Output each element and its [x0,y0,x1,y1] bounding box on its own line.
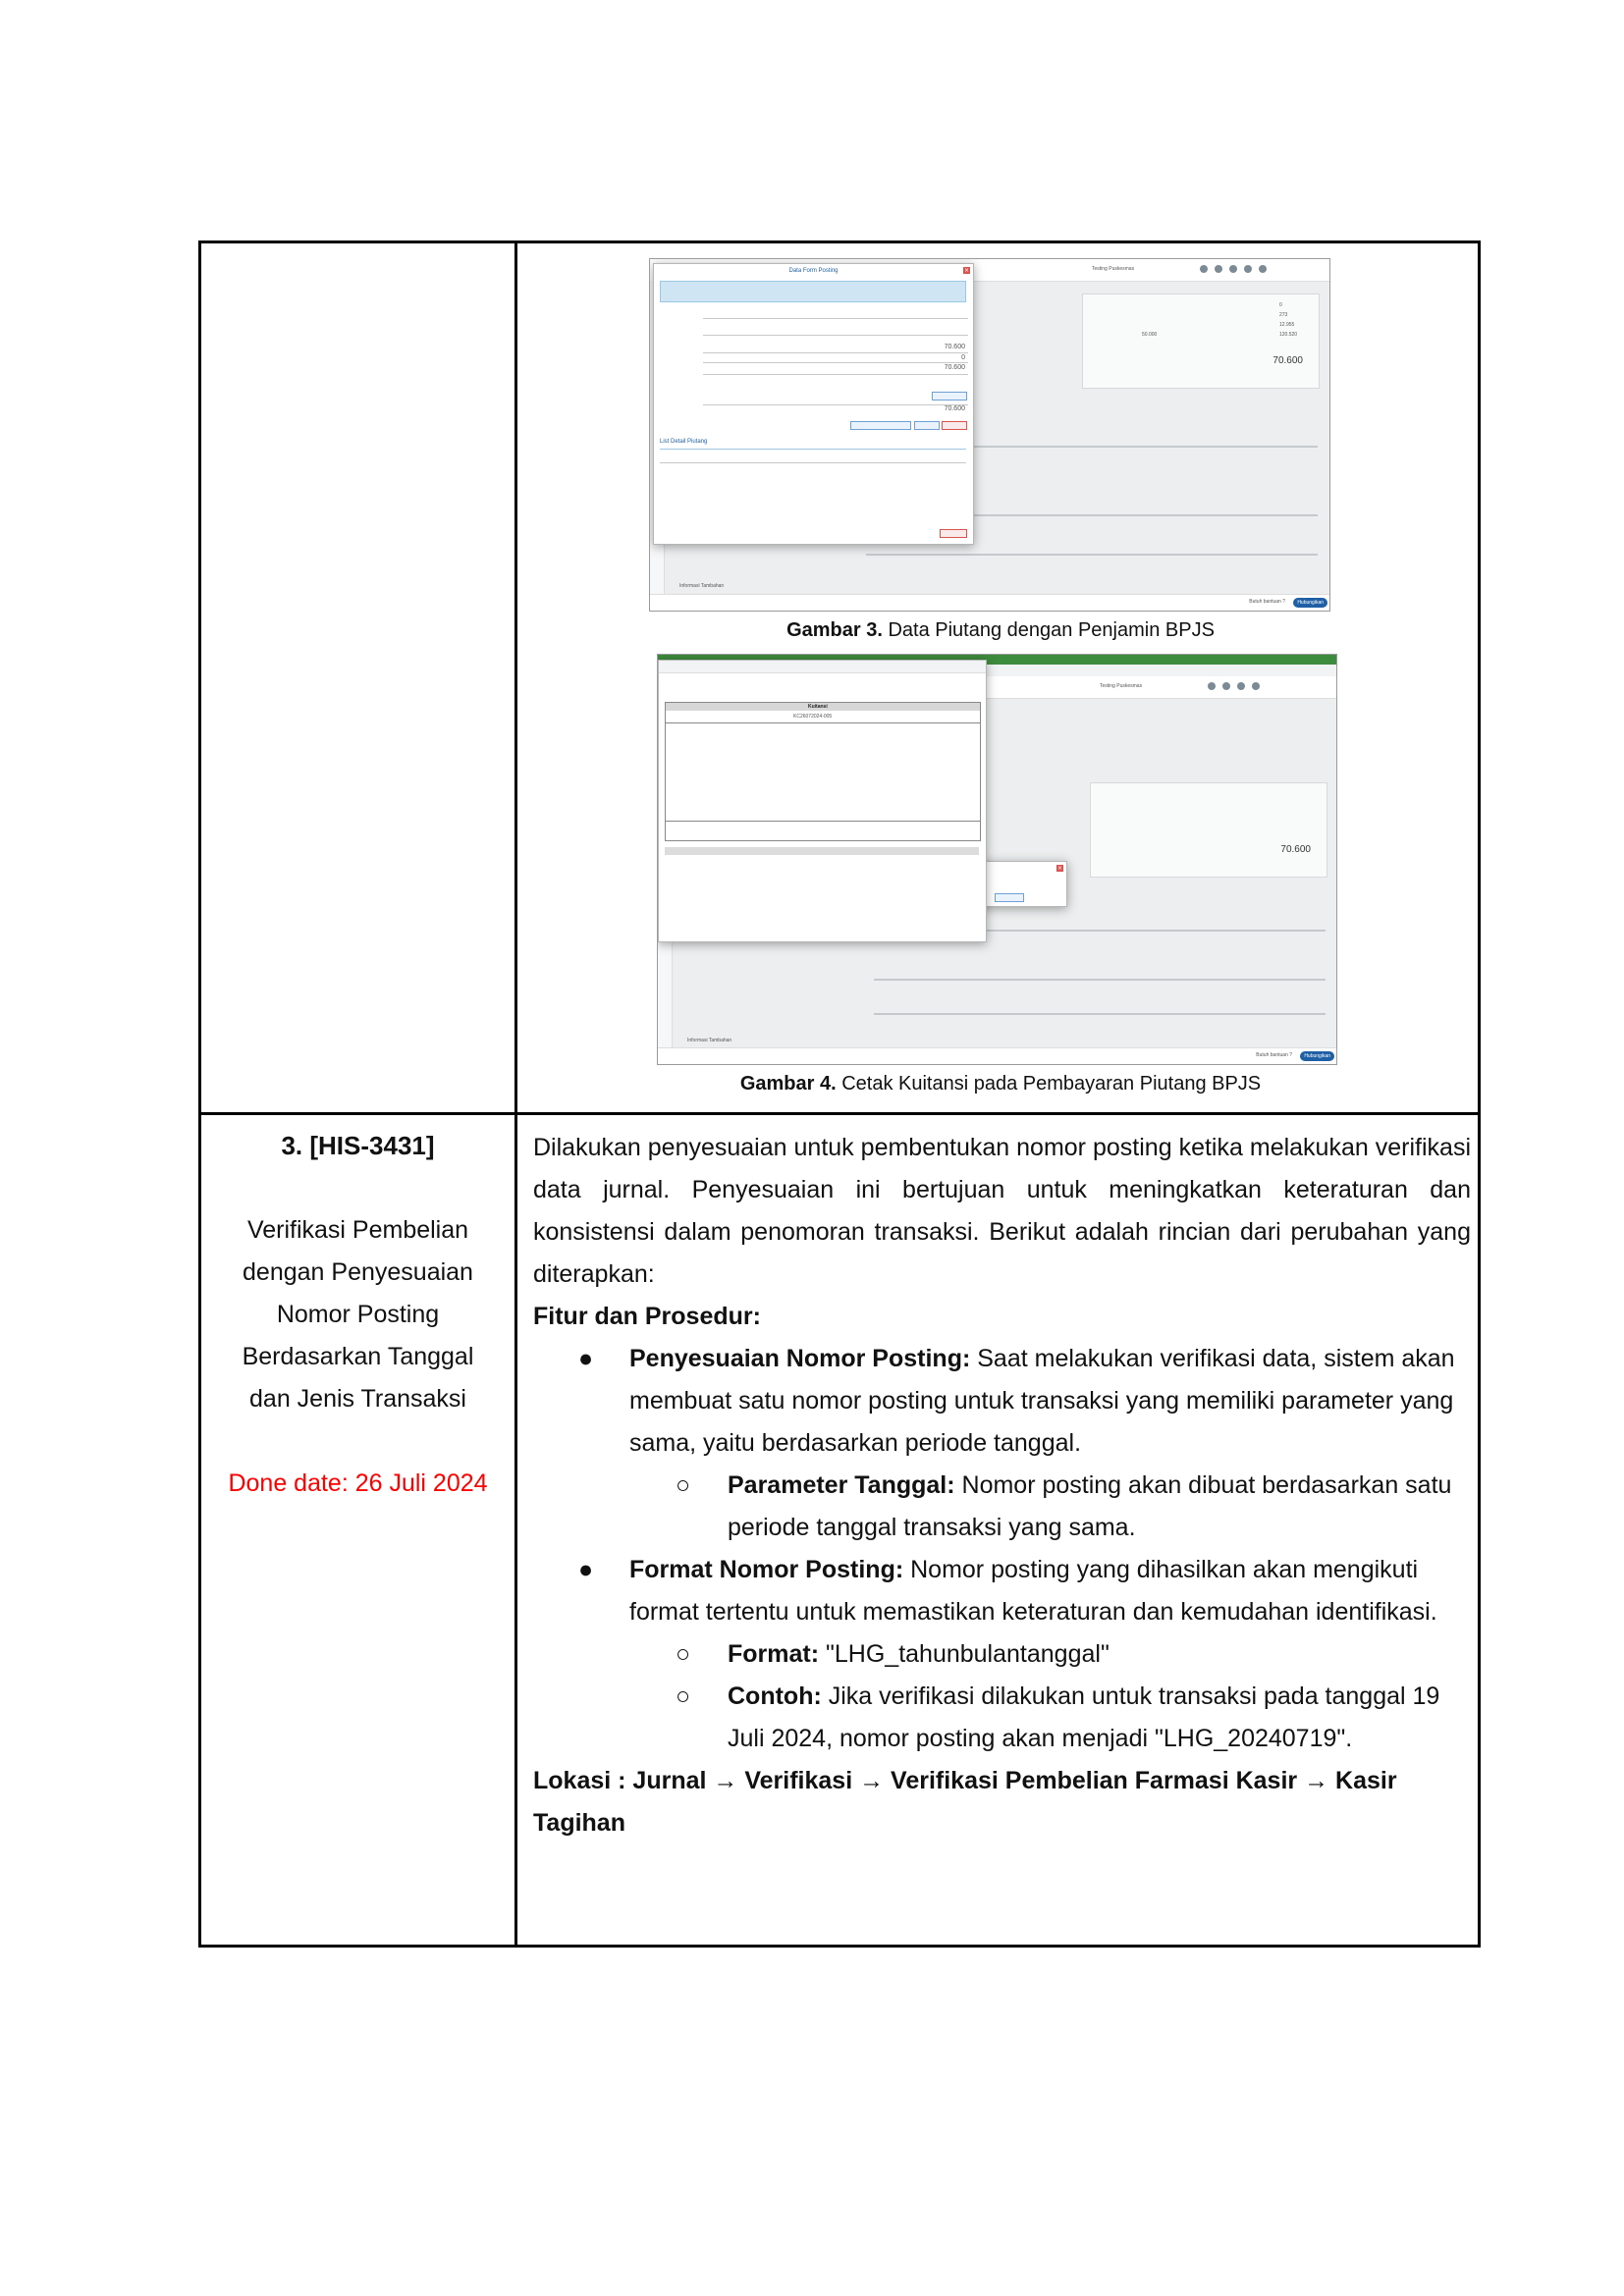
app-brand: Testing Puskesmas [1100,683,1143,689]
features-heading: Fitur dan Prosedur: [533,1303,761,1330]
form-field[interactable] [703,362,968,363]
sub-bullet-text: Jika verifikasi dilakukan untuk transaksi pada tanggal 19 Juli 2024, nomor posting akan menjadi "LHG_20240719". [728,1682,1440,1752]
amount-value: 70.600 [944,364,965,371]
summary-amount: 70.600 [1280,844,1311,855]
bullet-symbol: ● [578,1556,594,1583]
close-icon[interactable]: × [963,267,970,274]
receipt-number: KC26072024-005 [793,714,833,720]
sub-bullet-label: Contoh: [728,1682,822,1710]
header-tool-icon [1252,682,1260,690]
ticket-title-line: Nomor Posting [276,1301,440,1328]
caption-text: Data Piutang dengan Penjamin BPJS [888,619,1215,641]
close-icon[interactable]: × [1056,865,1063,872]
form-field[interactable] [703,374,968,375]
intro-paragraph: Dilakukan penyesuaian untuk pembentukan nomor posting ketika melakukan verifikasi data jurnal. Penyesuaian ini bertujuan untuk meningkatkan keteraturan dan konsistensi dalam penomoran transaksi. Berikut adalah rincian dari perubahan yang diterapkan: [533,1134,1471,1288]
sub-bullet-label: Parameter Tanggal: [728,1471,955,1499]
sub-bullet-item [533,1465,1471,1549]
figure-3-screenshot [649,258,1330,612]
figure-number: Gambar 3. [786,619,883,641]
bullet-text: Saat melakukan verifikasi data, sistem akan membuat satu nomor posting untuk transaksi yang memiliki parameter yang sama, yaitu berdasarkan periode tanggal. [629,1345,1455,1457]
ticket-cell [201,1115,514,1505]
help-label: Butuh bantuan ? [1249,599,1285,605]
bullet-symbol: ● [578,1345,594,1372]
list-divider [660,449,966,450]
receipt-footer-bar [665,847,979,855]
figure-4-caption [517,1073,1484,1095]
summary-value: 0 [1279,302,1282,308]
close-button[interactable] [940,529,967,538]
table-line [874,1013,1326,1015]
summary-panel [1090,782,1327,878]
ticket-id: 3. [HIS-3431] [281,1131,435,1160]
form-field[interactable] [703,352,968,353]
amount-value: 70.600 [944,405,965,412]
app-footer [658,1047,1336,1064]
ok-button[interactable] [995,893,1024,902]
summary-value: 50.000 [1142,332,1158,338]
caption-text: Cetak Kuitansi pada Pembayaran Piutang BPJS [841,1073,1262,1095]
table-line [866,554,1318,556]
sub-bullet-item [533,1676,1471,1760]
figure-3-caption [517,619,1484,642]
location-path: Lokasi : Jurnal → Verifikasi → Verifikasi Pembelian Farmasi Kasir → Kasir Tagihan [533,1767,1397,1837]
bullet-label: Penyesuaian Nomor Posting: [629,1345,971,1372]
receipt-address-bar [659,661,986,673]
list-header [660,462,966,463]
posting-form-modal [653,263,974,545]
done-date: Done date: 26 Juli 2024 [228,1469,488,1497]
help-label: Butuh bantuan ? [1256,1052,1292,1058]
sub-bullet-symbol: ○ [676,1471,691,1499]
ticket-title-line: Verifikasi Pembelian [246,1216,469,1244]
header-tool-icon [1229,265,1237,273]
save-button[interactable] [850,421,911,430]
header-tool-icon [1208,682,1216,690]
summary-amount: 70.600 [1272,355,1303,366]
header-tool-icon [1237,682,1245,690]
summary-value: 120.520 [1279,332,1298,338]
ticket-title-line: dengan Penyesuaian [243,1258,473,1286]
bullet-item [533,1549,1471,1633]
sub-bullet-symbol: ○ [676,1640,691,1668]
sub-bullet-symbol: ○ [676,1682,691,1710]
info-label: Informasi Tambahan [687,1038,732,1043]
modal-title: Data Form Posting [788,268,839,274]
ticket-title-line: Berdasarkan Tanggal [242,1343,474,1370]
receipt-divider [666,821,980,822]
add-button[interactable] [932,392,967,400]
form-field[interactable] [703,318,968,319]
bullet-item [533,1338,1471,1465]
header-tool-icon [1222,682,1230,690]
receipt-box [665,702,981,841]
app-brand: Testing Puskesmas [1092,266,1135,272]
figure-4-screenshot [657,654,1337,1065]
header-tool-icon [1200,265,1208,273]
bullet-label: Format Nomor Posting: [629,1556,904,1583]
sub-bullet-text: "LHG_tahunbulantanggal" [819,1640,1110,1668]
header-tool-icon [1244,265,1252,273]
ticket-title-line: dan Jenis Transaksi [249,1385,466,1413]
receipt-window [658,660,987,942]
list-title: List Detail Piutang [660,439,708,445]
bullet-text: Nomor posting yang dihasilkan akan mengikuti format tertentu untuk memastikan keteraturan dan kemudahan identifikasi. [629,1556,1437,1626]
form-field[interactable] [703,404,968,405]
app-footer [650,594,1329,611]
description-cell [533,1127,1471,1844]
header-tool-icon [1215,265,1222,273]
close-button[interactable] [942,421,967,430]
info-label: Informasi Tambahan [679,583,725,589]
document-table [198,240,1481,1948]
receipt-title: Kuitansi [808,704,828,710]
help-button[interactable]: Hubungikan [1293,598,1327,608]
sub-bullet-item [533,1633,1471,1676]
form-field[interactable] [703,335,968,336]
summary-value: 273 [1279,312,1288,318]
amount-value: 0 [961,354,965,361]
info-box [660,281,966,302]
sub-bullet-text: Nomor posting akan dibuat berdasarkan satu periode tanggal transaksi yang sama. [728,1471,1452,1541]
receipt-divider [666,722,980,723]
summary-value: 12.955 [1279,322,1295,328]
sub-bullet-label: Format: [728,1640,820,1668]
summary-panel [1082,294,1320,389]
header-tool-icon [1259,265,1267,273]
help-button[interactable]: Hubungikan [1300,1051,1334,1061]
table-line [874,979,1326,981]
cancel-button[interactable] [914,421,940,430]
amount-value: 70.600 [944,344,965,350]
figure-number: Gambar 4. [739,1073,837,1095]
